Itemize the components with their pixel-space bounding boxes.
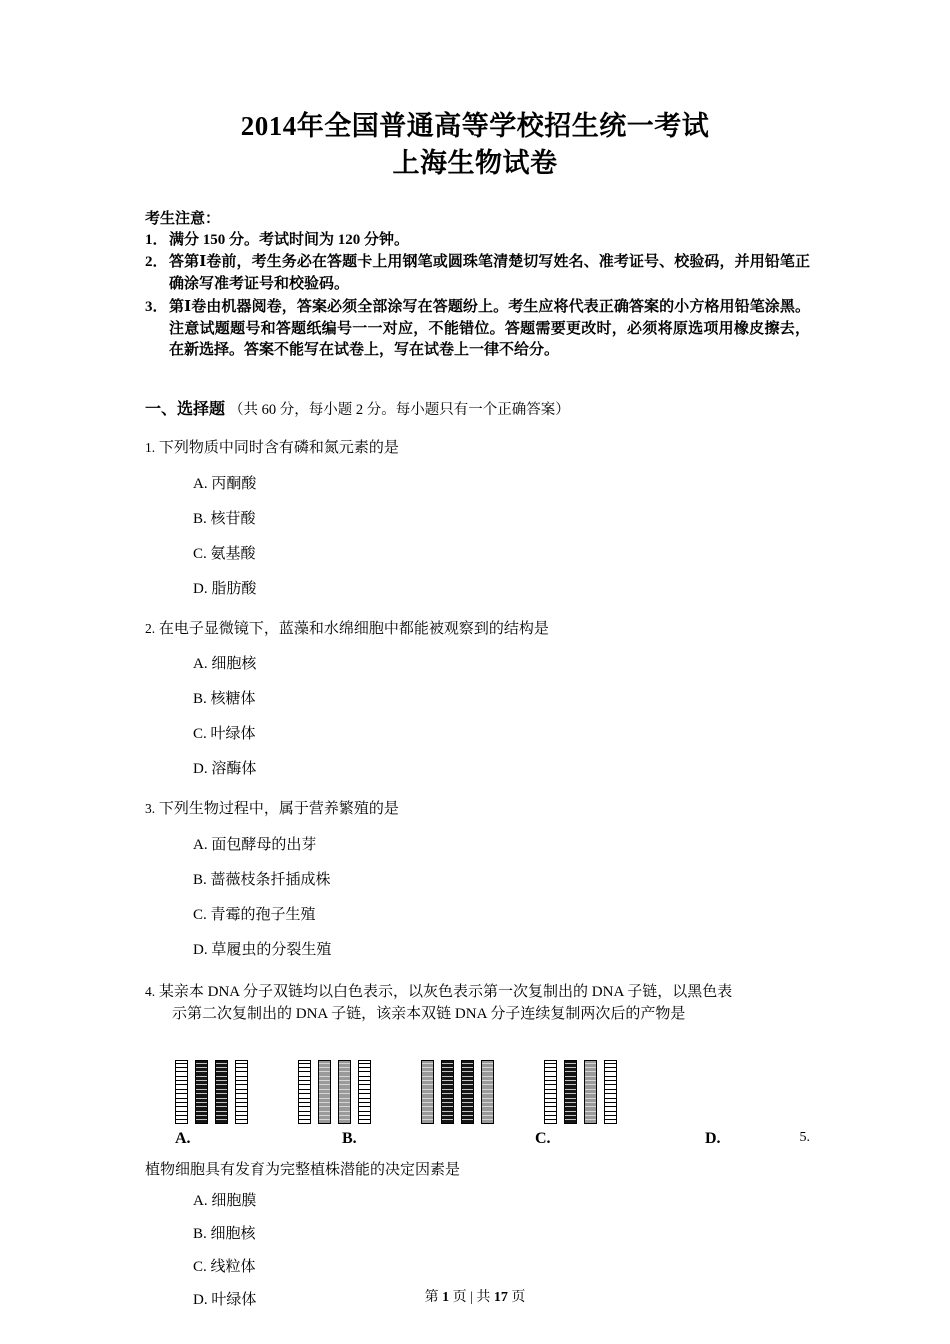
option-d: D. 脂肪酸 xyxy=(193,580,257,597)
notice-item-text: 第Ⅰ卷由机器阅卷，答案必须全部涂写在答题纷上。考生应将代表正确答案的小方格用铅笔涂黑。注意试题题号和答题纸编号一一对应，不能错位。答题需要更改时，必须将原选项用橡皮擦去，在新选择。答案不能写在试卷上，写在试卷上一律不给分。 xyxy=(169,298,810,359)
exam-notice xyxy=(0,207,950,363)
section-title: 一、选择题 xyxy=(145,401,226,418)
dna-strand-black xyxy=(564,1060,577,1124)
dna-strand-white xyxy=(604,1060,617,1124)
dna-strand-grey xyxy=(421,1060,434,1124)
footer-middle: 页 | 共 xyxy=(452,1290,491,1305)
question-5-number: 5. xyxy=(799,1129,810,1145)
dna-group-b xyxy=(298,1060,371,1124)
question-4 xyxy=(0,981,950,1156)
question-number: 4. xyxy=(145,983,156,999)
dna-strand-white xyxy=(544,1060,557,1124)
question-3 xyxy=(0,798,950,961)
dna-strand-black xyxy=(441,1060,454,1124)
option-a: A. 面包酵母的出芽 xyxy=(193,836,317,853)
option-a: A. 细胞核 xyxy=(193,656,257,672)
dna-strand-grey xyxy=(318,1060,331,1124)
question-5-stem: 植物细胞具有发育为完整植株潜能的决定因素是 xyxy=(145,1161,461,1178)
dna-group-c xyxy=(421,1060,494,1124)
title-line-2: 上海生物试卷 xyxy=(392,148,558,179)
notice-item-number: 2． xyxy=(145,254,168,271)
notice-item-text: 答第Ⅰ卷前，考生务必在答题卡上用钢笔或圆珠笔清楚切写姓名、准考证号、校验码，并用铅笔正确涂写准考证号和校验码。 xyxy=(169,254,810,292)
question-text: 下列物质中同时含有磷和氮元素的是 xyxy=(158,440,399,456)
figure-label-b: B. xyxy=(342,1129,357,1147)
question-2 xyxy=(0,618,950,781)
notice-item-number: 1． xyxy=(145,231,168,248)
page-footer xyxy=(0,1286,950,1306)
figure-option-labels xyxy=(175,1130,810,1152)
dna-figure-row xyxy=(175,1046,810,1124)
dna-strand-white xyxy=(298,1060,311,1124)
notice-item xyxy=(145,230,810,252)
option-d: D. 草履虫的分裂生殖 xyxy=(193,941,332,958)
figure-label-c: C. xyxy=(535,1129,551,1147)
question-text: 下列生物过程中，属于营养繁殖的是 xyxy=(158,801,399,817)
option-b: B. 细胞核 xyxy=(193,1225,256,1242)
section-note: （共 60 分，每小题 2 分。每小题只有一个正确答案） xyxy=(229,402,570,418)
question-text-line-2: 示第二次复制出的 DNA 子链，该亲本双链 DNA 分子连续复制两次后的产物是 xyxy=(172,1006,686,1022)
question-stem xyxy=(145,798,810,821)
dna-strand-white xyxy=(358,1060,371,1124)
option-c: C. 叶绿体 xyxy=(193,726,256,742)
question-number: 3. xyxy=(145,801,156,816)
option-a: A. 细胞膜 xyxy=(193,1192,257,1209)
option-b: B. 核糖体 xyxy=(193,691,256,707)
dna-strand-black xyxy=(215,1060,228,1124)
footer-current-page: 1 xyxy=(442,1290,450,1305)
notice-item xyxy=(145,297,810,362)
question-number: 1. xyxy=(145,440,156,455)
dna-strand-black xyxy=(461,1060,474,1124)
dna-strand-white xyxy=(175,1060,188,1124)
title-line-1: 2014年全国普通高等学校招生统一考试 xyxy=(240,111,710,141)
question-1 xyxy=(0,437,950,600)
dna-group-a xyxy=(175,1060,248,1124)
notice-list xyxy=(145,230,810,363)
question-stem xyxy=(145,981,810,1004)
document-title xyxy=(0,108,950,183)
option-b: B. 核苷酸 xyxy=(193,510,256,527)
dna-replication-figure xyxy=(145,1046,810,1156)
dna-strand-grey xyxy=(481,1060,494,1124)
option-d: D. 叶绿体 xyxy=(193,1291,257,1308)
figure-label-a: A. xyxy=(175,1129,191,1147)
footer-suffix: 页 xyxy=(511,1290,526,1305)
option-a: A. 丙酮酸 xyxy=(193,475,257,492)
footer-prefix: 第 xyxy=(424,1290,439,1305)
question-text-line-1: 某亲本 DNA 分子双链均以白色表示，以灰色表示第一次复制出的 DNA 子链，以黑色表 xyxy=(158,983,733,1000)
dna-strand-black xyxy=(195,1060,208,1124)
dna-strand-grey xyxy=(338,1060,351,1124)
option-c: C. 线粒体 xyxy=(193,1258,256,1275)
notice-item-text: 满分 150 分。考试时间为 120 分钟。 xyxy=(169,231,410,248)
figure-label-d: D. xyxy=(705,1129,721,1147)
option-c: C. 青霉的孢子生殖 xyxy=(193,906,316,923)
footer-total-pages: 17 xyxy=(493,1290,508,1305)
notice-item-number: 3． xyxy=(145,298,168,315)
question-stem xyxy=(145,618,810,641)
question-number: 2. xyxy=(145,620,156,636)
option-d: D. 溶酶体 xyxy=(193,761,257,777)
question-stem xyxy=(145,437,810,460)
dna-strand-grey xyxy=(584,1060,597,1124)
option-b: B. 蔷薇枝条扦插成株 xyxy=(193,871,331,888)
section-heading xyxy=(0,396,950,419)
notice-item xyxy=(145,252,810,296)
option-c: C. 氨基酸 xyxy=(193,545,256,562)
dna-strand-white xyxy=(235,1060,248,1124)
question-text: 在电子显微镜下，蓝藻和水绵细胞中都能被观察到的结构是 xyxy=(158,620,549,637)
notice-heading: 考生注意： xyxy=(145,209,221,227)
dna-group-d xyxy=(544,1060,617,1124)
